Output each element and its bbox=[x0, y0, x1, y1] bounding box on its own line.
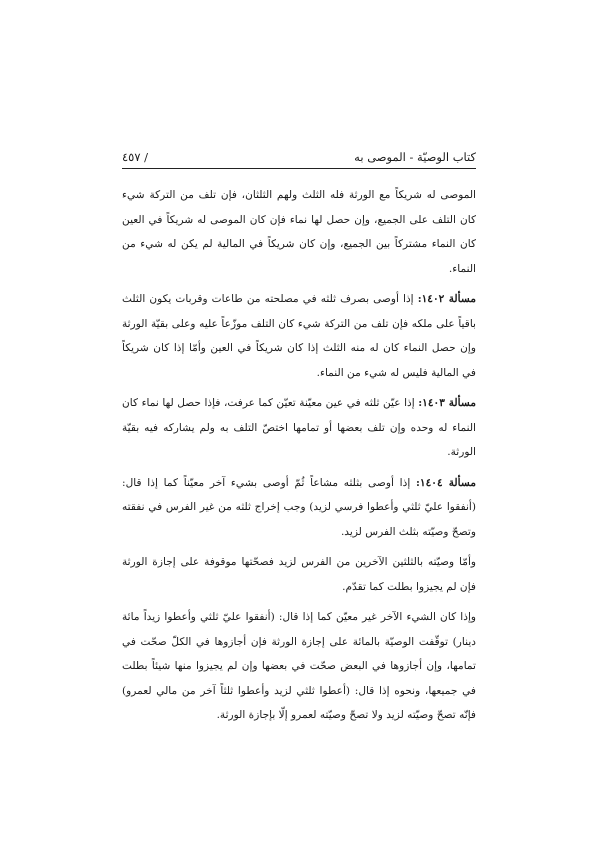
issue-heading: مسألة ١٤٠٣: bbox=[418, 397, 477, 409]
issue-heading: مسألة ١٤٠٤: bbox=[416, 476, 476, 489]
paragraph bbox=[122, 287, 476, 385]
page-number: / ٤٥٧ bbox=[122, 150, 149, 164]
paragraph bbox=[122, 550, 476, 599]
paragraph bbox=[122, 183, 476, 281]
paragraph-text: إذا أوصى بثلثه مشاعاً ثُمّ أوصى بشيء آخر معيّناً كما إذا قال: (أنفقوا عليّ ثلثي وأعطوا فرسي لزيد) وجب إخراج ثلثه من غير الفرس في نفقته وتصحّ وصيّته بثلث الفرس لزيد. bbox=[122, 476, 476, 538]
paragraph bbox=[122, 391, 476, 465]
paragraph-text: إذا أوصى بصرف ثلثه في مصلحته من طاعات وقربات يكون الثلث باقياً على ملكه فإن تلف من التركة شيء كان التلف موزّعاً عليه وعلى بقيّة الورثة وإن حصل النماء كان له منه الثلث إذا كان شريكاً في العين وأمّا إذا كان شريكاً في المالية فليس له شيء من النماء. bbox=[122, 293, 476, 379]
paragraph-text: وأمّا وصيّته بالثلثين الآخرين من الفرس لزيد فصحّتها موقوفة على إجازة الورثة فإن لم يجيزوا بطلت كما تقدّم. bbox=[122, 556, 476, 593]
book-page bbox=[122, 150, 476, 734]
paragraph bbox=[122, 605, 476, 728]
header-title: كتاب الوصيّة - الموصى به bbox=[354, 150, 476, 164]
paragraph bbox=[122, 471, 476, 545]
paragraph-text: إذا عيّن ثلثه في عين معيّنة تعيّن كما عرفت، فإذا حصل لها نماء كان النماء له وحده وإن تلف بعضها أو تمامها اختصّ التلف به ولم يشاركه فيه بقيّة الورثة. bbox=[122, 397, 476, 458]
paragraph-text: وإذا كان الشيء الآخر غير معيّن كما إذا قال: (أنفقوا عليّ ثلثي وأعطوا زيداً مائة دينار) توقّفت الوصيّة بالمائة على إجازة الورثة فإن أجازوها في الكلّ صحّت في تمامها، وإن أجازوها في البعض صحّت في بعضها وإن لم يجيزوا منها شيئاً بطلت في جميعها، ونحوه إذا قال: (أعطوا ثلثي لزيد وأعطوا ثلثاً آخر من مالي لعمرو) فإنّه تصحّ وصيّته لزيد ولا تصحّ وصيّته لعمرو إلّا بإجازة الورثة. bbox=[122, 611, 476, 721]
issue-heading: مسألة ١٤٠٢: bbox=[417, 293, 477, 305]
running-header bbox=[122, 150, 476, 169]
paragraph-text: الموصى له شريكاً مع الورثة فله الثلث ولهم الثلثان، فإن تلف من التركة شيء كان التلف على الجميع، وإن حصل لها نماء فإن كان الموصى له شريكاً في العين كان النماء مشتركاً بين الجميع، وإن كان شريكاً في المالية لم يكن له شيء من النماء. bbox=[122, 189, 476, 275]
